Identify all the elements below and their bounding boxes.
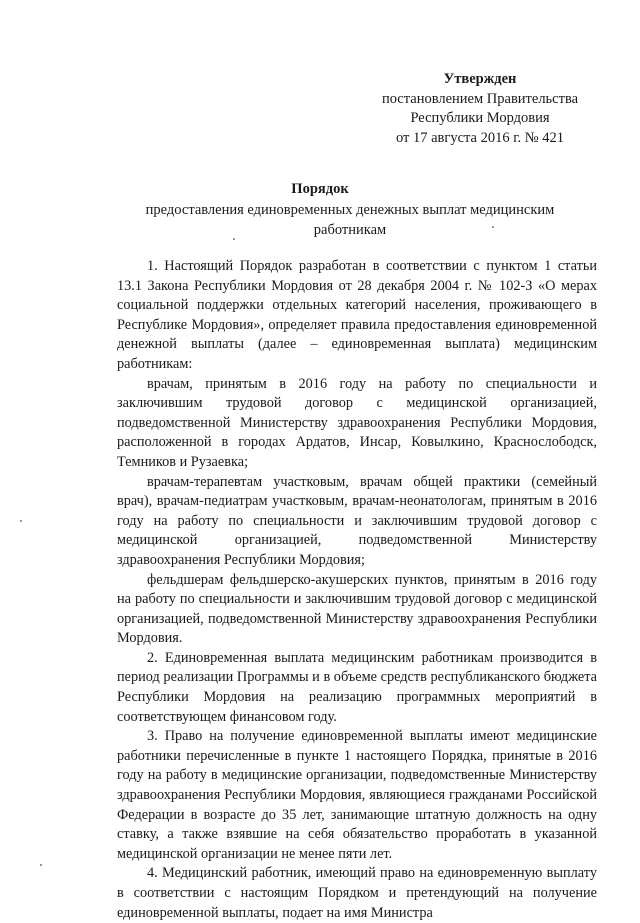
paragraph-1: 1. Настоящий Порядок разработан в соответствии с пунктом 1 статьи 13.1 Закона Республики Мордовия от 28 декабря 2004 г. № 102-З «О мерах социальной поддержки отдельных категорий населения, проживающего в Республике Мордовия», определяет правила предоставления единовременной денежной выплаты (далее – единовременная выплата) медицинским работникам: xyxy=(117,258,597,372)
scan-speck xyxy=(40,864,42,866)
paragraph-2: 2. Единовременная выплата медицинским работникам производится в период реализации Программы и в объеме средств республиканского бюджета Республики Мордовия на реализацию программных мероприятий в соответствующем финансовом году. xyxy=(117,649,597,725)
approval-line-3: от 17 августа 2016 г. № 421 xyxy=(395,129,565,146)
paragraph-1-item-paramedics: фельдшерам фельдшерско-акушерских пунктов, принятым в 2016 году на работу по специальности и заключившим трудовой договор с медицинской организацией, подведомственной Министерству здравоохранения Республики Мордовия. xyxy=(117,571,597,647)
paragraph-4: 4. Медицинский работник, имеющий право на единовременную выплату в соответствии с настоящим Порядком и претендующий на получение единовременной выплаты, подает на имя Министра xyxy=(117,865,597,921)
approval-line-2: Республики Мордовия xyxy=(410,110,550,126)
scan-speck xyxy=(233,238,235,240)
document-subtitle: предоставления единовременных денежных выплат медицинским работникам xyxy=(145,202,555,238)
approval-block xyxy=(360,70,600,148)
approval-line-1: постановлением Правительства xyxy=(381,90,579,107)
scan-speck xyxy=(20,520,22,522)
document-body xyxy=(117,257,597,923)
document-title: Порядок xyxy=(291,181,349,197)
approval-title: Утвержден xyxy=(443,71,517,87)
paragraph-1-item-doctors: врачам, принятым в 2016 году на работу по специальности и заключившим трудовой договор с медицинской организацией, подведомственной Министерству здравоохранения Республики Мордовия, расположенной в городах Ардатов, Инсар, Ковылкино, Краснослободск, Темников и Рузаевка; xyxy=(117,375,597,470)
scan-speck xyxy=(492,226,494,228)
paragraph-3: 3. Право на получение единовременной выплаты имеют медицинские работники перечисленные в пункте 1 настоящего Порядка, принятые в 2016 году на работу в медицинские организации, подведомственные Министерству здравоохранения Республики Мордовия, являющиеся гражданами Российской Федерации в возрасте до 35 лет, занимающие штатную должность на одну ставку, а также взявшие на себя обязательство проработать в указанной медицинской организации не менее пяти лет. xyxy=(117,728,597,862)
paragraph-1-item-therapists: врачам-терапевтам участковым, врачам общей практики (семейный врач), врачам-педиатрам участковым, врачам-неонатологам, принятым в 2016 году на работу по специальности и заключившим трудовой договор с медицинской организацией, подведомственной Министерству здравоохранения Республики Мордовия; xyxy=(117,473,597,568)
